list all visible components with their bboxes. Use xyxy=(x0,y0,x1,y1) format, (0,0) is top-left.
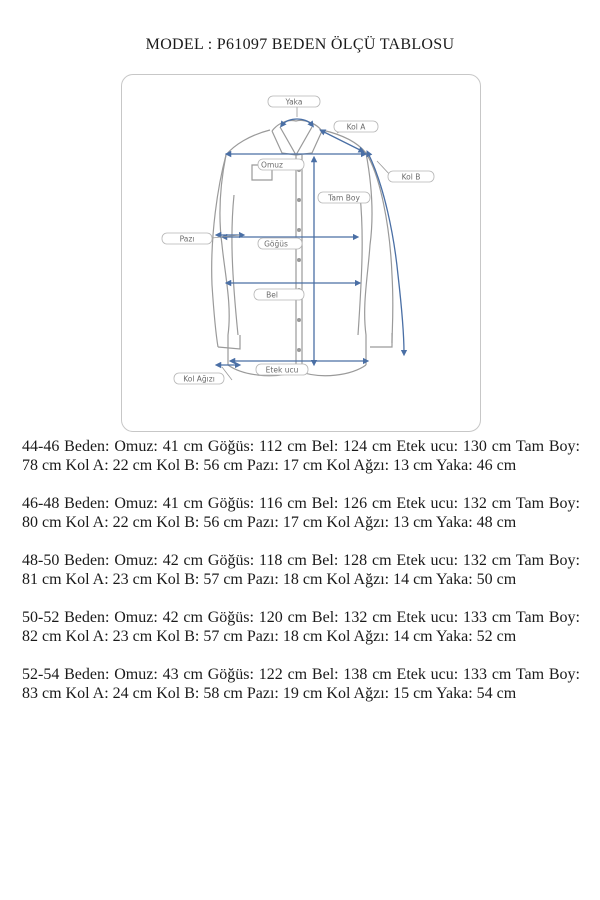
label-pazi xyxy=(162,233,212,244)
shirt-illustration xyxy=(122,75,480,431)
shirt-buttons xyxy=(297,168,301,352)
measurement-diagram xyxy=(121,74,481,432)
svg-text:Kol Ağızı: Kol Ağızı xyxy=(183,374,215,384)
size-spec-44-46: 44-46 Beden: Omuz: 41 cm Göğüs: 112 cm Bel: 124 cm Etek ucu: 130 cm Tam Boy: 78 cm Kol A: 22 cm Kol B: 56 cm Pazı: 17 cm Kol Ağzı: 13 cm Yaka: 46 cm xyxy=(22,438,580,474)
size-spec-48-50: 48-50 Beden: Omuz: 42 cm Göğüs: 118 cm Bel: 128 cm Etek ucu: 132 cm Tam Boy: 81 cm Kol A: 23 cm Kol B: 57 cm Pazı: 18 cm Kol Ağzı: 14 cm Yaka: 50 cm xyxy=(22,552,580,588)
label-tam-boy xyxy=(318,192,370,203)
label-omuz xyxy=(258,159,304,170)
kol-a-line xyxy=(322,131,362,151)
kol-b-line xyxy=(368,153,404,353)
svg-text:Tam Boy: Tam Boy xyxy=(328,193,360,203)
svg-text:Pazı: Pazı xyxy=(179,234,195,244)
size-specifications xyxy=(22,437,580,722)
size-spec-46-48: 46-48 Beden: Omuz: 41 cm Göğüs: 116 cm Bel: 126 cm Etek ucu: 132 cm Tam Boy: 80 cm Kol A: 22 cm Kol B: 56 cm Pazı: 17 cm Kol Ağzı: 13 cm Yaka: 48 cm xyxy=(22,495,580,531)
svg-text:Bel: Bel xyxy=(266,290,278,300)
label-etek-ucu xyxy=(256,364,308,375)
shirt-outline xyxy=(212,120,393,375)
label-kol-b xyxy=(388,171,434,182)
label-bel xyxy=(254,289,304,300)
svg-text:Kol A: Kol A xyxy=(346,122,366,132)
label-kol-agzi xyxy=(174,373,224,384)
svg-text:Etek ucu: Etek ucu xyxy=(265,365,299,375)
measure-lines xyxy=(218,119,404,365)
svg-text:Yaka: Yaka xyxy=(285,97,303,107)
size-spec-50-52: 50-52 Beden: Omuz: 42 cm Göğüs: 120 cm Bel: 132 cm Etek ucu: 133 cm Tam Boy: 82 cm Kol A: 23 cm Kol B: 57 cm Pazı: 18 cm Kol Ağzı: 14 cm Yaka: 52 cm xyxy=(22,609,580,645)
label-yaka xyxy=(268,96,320,107)
svg-text:Omuz: Omuz xyxy=(261,160,283,170)
label-gogus xyxy=(258,238,302,249)
size-spec-52-54: 52-54 Beden: Omuz: 43 cm Göğüs: 122 cm Bel: 138 cm Etek ucu: 133 cm Tam Boy: 83 cm Kol A: 24 cm Kol B: 58 cm Pazı: 19 cm Kol Ağzı: 15 cm Yaka: 54 cm xyxy=(22,666,580,702)
page-title: MODEL : P61097 BEDEN ÖLÇÜ TABLOSU xyxy=(145,36,455,53)
svg-text:Kol B: Kol B xyxy=(401,172,421,182)
label-kol-a xyxy=(334,121,378,132)
svg-text:Göğüs: Göğüs xyxy=(264,239,288,249)
